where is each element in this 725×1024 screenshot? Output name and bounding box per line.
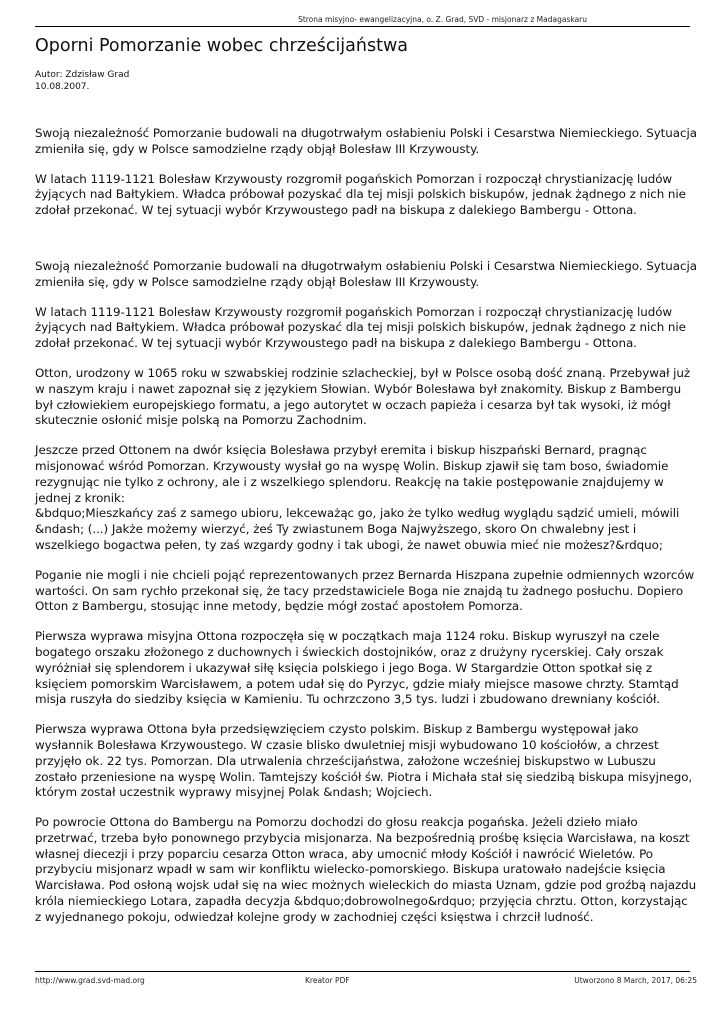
article-paragraph: Swoją niezależność Pomorzanie budowali na długotrwałym osłabieniu Polski i Cesarstwa Niemieckiego. Sytuacja zmieniła się, gdy w Polsce samodzielne rządy objął Bolesław III Krzywousty. xyxy=(35,258,697,289)
article-paragraph: Pierwsza wyprawa misyjna Ottona rozpoczęła się w początkach maja 1124 roku. Biskup wyruszył na czele bogatego orszaku złożonego z duchownych i świeckich dostojników, oraz z drużyny rycerskiej. Cały orszak wyróżniał się splendorem i ukazywał siłę księcia polskiego i jego Boga. W Stargardzie Otton spotkał się z księciem pomorskim Warcisławem, a potem udał się do Pyrzyc, gdzie miały miejsce masowe chrzty. Stamtąd misja ruszyła do siedziby księcia w Kamieniu. Tu ochrzczono 3,5 tys. ludzi i zbudowano drewniany kościół. xyxy=(35,629,679,707)
article-paragraph: W latach 1119-1121 Bolesław Krzywousty rozgromił pogańskich Pomorzan i rozpoczął chrystianizację ludów żyjących nad Bałtykiem. Władca próbował pozyskać dla tej misji polskich biskupów, jednak żądnego z nich nie zdołał przekonać. W tej sytuacji wybór Krzywoustego padł na biskupa z dalekiego Bambergu - Ottona. xyxy=(35,171,686,218)
footer-created-date: Utworzono 8 March, 2017, 06:25 xyxy=(574,976,697,985)
footer-url-link[interactable]: http://www.grad.svd-mad.org xyxy=(35,976,145,985)
footer-divider xyxy=(35,971,690,972)
page-title: Oporni Pomorzanie wobec chrześcijaństwa xyxy=(35,36,409,56)
article-paragraph: Swoją niezależność Pomorzanie budowali na długotrwałym osłabieniu Polski i Cesarstwa Niemieckiego. Sytuacja zmieniła się, gdy w Polsce samodzielne rządy objął Bolesław III Krzywousty. xyxy=(35,126,697,156)
header-divider xyxy=(35,26,690,27)
page-header-text: Strona misyjno- ewangelizacyjna, o. Z. Grad, SVD - misjonarz z Madagaskaru xyxy=(298,15,587,24)
article-body xyxy=(35,126,697,940)
author-line: Autor: Zdzisław Grad xyxy=(35,70,130,80)
article-paragraph: Poganie nie mogli i nie chcieli pojąć reprezentowanych przez Bernarda Hiszpana zupełnie odmiennych wzorców wartości. On sam rychło przekonał się, że tacy przedstawiciele Boga nie znajdą tu żadnego posłuchu. Dopiero Otton z Bambergu, stosując inne metody, będzie mógł zostać apostołem Pomorza. xyxy=(35,567,695,614)
footer-generator: Kreator PDF xyxy=(305,976,350,985)
publish-date: 10.08.2007. xyxy=(35,82,90,92)
article-paragraph: W latach 1119-1121 Bolesław Krzywousty rozgromił pogańskich Pomorzan i rozpoczął chrystianizację ludów żyjących nad Bałtykiem. Władca próbował pozyskać dla tej misji polskich biskupów, jednak żądnego z nich nie zdołał przekonać. W tej sytuacji wybór Krzywoustego padł na biskupa z dalekiego Bambergu - Ottona. xyxy=(35,304,686,351)
article-paragraph: Po powrocie Ottona do Bambergu na Pomorzu dochodzi do głosu reakcja pogańska. Jeżeli dzieło miało przetrwać, trzeba było ponownego przybycia misjonarza. Na bezpośrednią prośbę księcia Warcisława, na koszt własnej diecezji i przy poparciu cesarza Otton wraca, aby umocnić młody Kościół i nawrócić Wieletów. Po przybyciu misjonarz wpadł w sam wir konfliktu wielecko-pomorskiego. Biskupa uratowało nadejście księcia Warcisława. Pod osłoną wojsk udał się na wiec możnych wieleckich do miasta Uznam, gdzie pod groźbą najazdu króla niemieckiego Lotara, zapadła decyzja &bdquo;dobrowolnego&rdquo; przyjęcia chrztu. Otton, korzystając z wyjednanego pokoju, odwiedzał kolejne grody w zachodniej części księstwa i chrzcił ludność. xyxy=(35,815,697,924)
article-paragraph: Pierwsza wyprawa Ottona była przedsięwzięciem czysto polskim. Biskup z Bambergu występował jako wysłannik Bolesława Krzywoustego. W czasie blisko dwuletniej misji wybudowano 10 kościołów, a chrzest przyjęło ok. 22 tys. Pomorzan. Dla utrwalenia chrześcijaństwa, założone wcześniej biskupstwo w Lubuszu zostało przeniesione na wyspę Wolin. Tamtejszy kościół św. Piotra i Michała stał się siedzibą biskupa misyjnego, którym został uczestnik wyprawy misyjnej Polak &ndash; Wojciech. xyxy=(35,722,693,800)
article-paragraph: Otton, urodzony w 1065 roku w szwabskiej rodzinie szlacheckiej, był w Polsce osobą dość znaną. Przebywał już w naszym kraju i nawet zapoznał się z językiem Słowian. Wybór Bolesława był znakomity. Biskup z Bambergu był człowiekiem europejskiego formatu, a jego autorytet w oczach papieża i cesarza był tak wysoki, iż mógł skutecznie osłonić misje polską na Pomorzu Zachodnim. xyxy=(35,365,691,428)
article-paragraph: Jeszcze przed Ottonem na dwór księcia Bolesława przybył eremita i biskup hiszpański Bernard, pragnąc misjonować wśród Pomorzan. Krzywousty wysłał go na wyspę Wolin. Biskup zjawił się tam boso, świadomie rezygnując nie tylko z ochrony, ale i z wszelkiego splendoru. Reakcję na takie postępowanie znajdujemy w jednej z kronik: &bdquo;Mieszkańcy zaś z samego ubioru, lekceważąc go, jako że tylko według wyglądu sądzić umieli, mówili &ndash; (...) Jakże możemy wierzyć, żeś Ty zwiastunem Boga Najwyższego, skoro On chwalebny jest i wszelkiego bogactwa pełen, ty zaś wzgardy godny i tak ubogi, że nawet obuwia mieć nie możesz?&rdquo; xyxy=(35,443,680,552)
